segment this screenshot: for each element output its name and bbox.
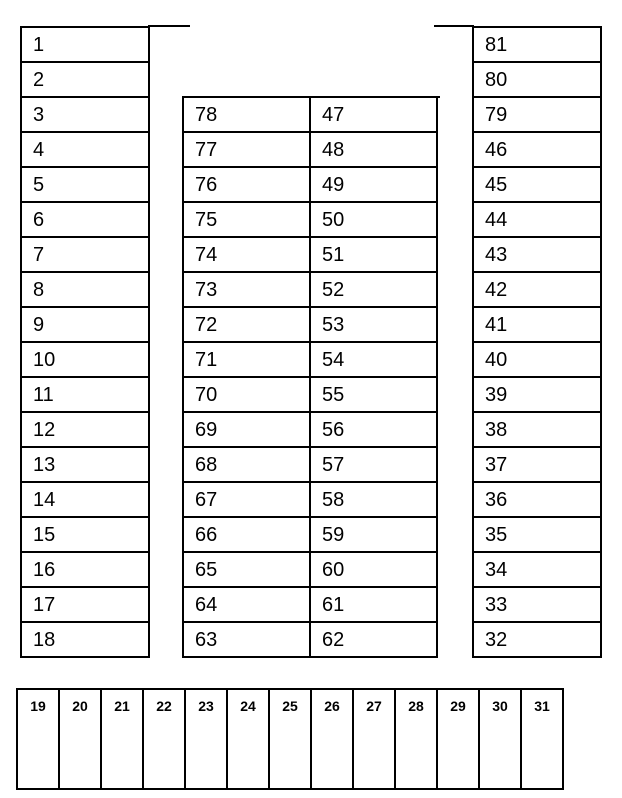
bottom-cell: 19 <box>18 690 60 790</box>
left-column <box>20 26 150 658</box>
left-column-cell: 15 <box>22 518 150 553</box>
left-column-cell: 5 <box>22 168 150 203</box>
middle-left-cell: 76 <box>184 168 311 203</box>
left-column-cell: 2 <box>22 63 150 98</box>
middle-left-cell: 63 <box>184 623 311 658</box>
bottom-cell: 24 <box>228 690 270 790</box>
middle-left-cell: 64 <box>184 588 311 623</box>
middle-row <box>184 133 440 168</box>
middle-left-cell: 73 <box>184 273 311 308</box>
bottom-cell: 22 <box>144 690 186 790</box>
bottom-row <box>16 688 564 790</box>
middle-row <box>184 98 440 133</box>
top-wall-left <box>148 25 190 27</box>
middle-block <box>182 96 440 658</box>
bottom-cell: 21 <box>102 690 144 790</box>
middle-left-cell: 65 <box>184 553 311 588</box>
right-column-cell: 81 <box>474 28 602 63</box>
left-column-cell: 16 <box>22 553 150 588</box>
middle-row <box>184 273 440 308</box>
middle-right-cell: 61 <box>311 588 438 623</box>
middle-right-cell: 58 <box>311 483 438 518</box>
left-column-cell: 18 <box>22 623 150 658</box>
right-column-cell: 41 <box>474 308 602 343</box>
bottom-cell: 20 <box>60 690 102 790</box>
middle-left-cell: 70 <box>184 378 311 413</box>
middle-right-cell: 57 <box>311 448 438 483</box>
left-column-cell: 3 <box>22 98 150 133</box>
middle-left-cell: 71 <box>184 343 311 378</box>
middle-left-cell: 72 <box>184 308 311 343</box>
middle-right-cell: 59 <box>311 518 438 553</box>
bottom-cell: 29 <box>438 690 480 790</box>
left-column-cell: 7 <box>22 238 150 273</box>
middle-row <box>184 203 440 238</box>
middle-right-cell: 51 <box>311 238 438 273</box>
right-column-cell: 42 <box>474 273 602 308</box>
middle-right-cell: 47 <box>311 98 438 133</box>
middle-left-cell: 74 <box>184 238 311 273</box>
bottom-cell: 27 <box>354 690 396 790</box>
middle-right-cell: 60 <box>311 553 438 588</box>
middle-left-cell: 77 <box>184 133 311 168</box>
right-column-cell: 40 <box>474 343 602 378</box>
left-column-cell: 14 <box>22 483 150 518</box>
middle-left-cell: 69 <box>184 413 311 448</box>
left-column-cell: 13 <box>22 448 150 483</box>
bottom-cell: 26 <box>312 690 354 790</box>
middle-row <box>184 588 440 623</box>
right-column-cell: 44 <box>474 203 602 238</box>
middle-right-cell: 55 <box>311 378 438 413</box>
middle-left-cell: 67 <box>184 483 311 518</box>
left-column-cell: 6 <box>22 203 150 238</box>
middle-left-cell: 75 <box>184 203 311 238</box>
right-column-cell: 32 <box>474 623 602 658</box>
middle-right-cell: 49 <box>311 168 438 203</box>
left-column-cell: 10 <box>22 343 150 378</box>
right-column-cell: 35 <box>474 518 602 553</box>
bottom-cell: 23 <box>186 690 228 790</box>
right-column-cell: 39 <box>474 378 602 413</box>
middle-left-cell: 68 <box>184 448 311 483</box>
right-column <box>472 26 602 658</box>
right-column-cell: 45 <box>474 168 602 203</box>
right-column-cell: 38 <box>474 413 602 448</box>
right-column-cell: 34 <box>474 553 602 588</box>
middle-row <box>184 378 440 413</box>
right-column-cell: 79 <box>474 98 602 133</box>
middle-right-cell: 50 <box>311 203 438 238</box>
middle-row <box>184 168 440 203</box>
left-column-cell: 1 <box>22 28 150 63</box>
right-column-cell: 33 <box>474 588 602 623</box>
middle-right-cell: 54 <box>311 343 438 378</box>
right-column-cell: 46 <box>474 133 602 168</box>
middle-right-cell: 62 <box>311 623 438 658</box>
right-column-cell: 43 <box>474 238 602 273</box>
middle-row <box>184 238 440 273</box>
middle-row <box>184 343 440 378</box>
right-column-cell: 80 <box>474 63 602 98</box>
top-wall-right <box>434 25 474 27</box>
middle-row <box>184 483 440 518</box>
bottom-cell: 30 <box>480 690 522 790</box>
middle-left-cell: 78 <box>184 98 311 133</box>
middle-right-cell: 56 <box>311 413 438 448</box>
left-column-cell: 9 <box>22 308 150 343</box>
right-column-cell: 36 <box>474 483 602 518</box>
left-column-cell: 17 <box>22 588 150 623</box>
middle-row <box>184 413 440 448</box>
middle-left-cell: 66 <box>184 518 311 553</box>
middle-row <box>184 308 440 343</box>
right-column-cell: 37 <box>474 448 602 483</box>
middle-right-cell: 48 <box>311 133 438 168</box>
left-column-cell: 11 <box>22 378 150 413</box>
bottom-cell: 25 <box>270 690 312 790</box>
left-column-cell: 8 <box>22 273 150 308</box>
left-column-cell: 4 <box>22 133 150 168</box>
bottom-cell: 31 <box>522 690 564 790</box>
middle-row <box>184 553 440 588</box>
middle-row <box>184 623 440 658</box>
middle-right-cell: 52 <box>311 273 438 308</box>
bottom-cell: 28 <box>396 690 438 790</box>
middle-row <box>184 448 440 483</box>
left-column-cell: 12 <box>22 413 150 448</box>
middle-row <box>184 518 440 553</box>
middle-right-cell: 53 <box>311 308 438 343</box>
